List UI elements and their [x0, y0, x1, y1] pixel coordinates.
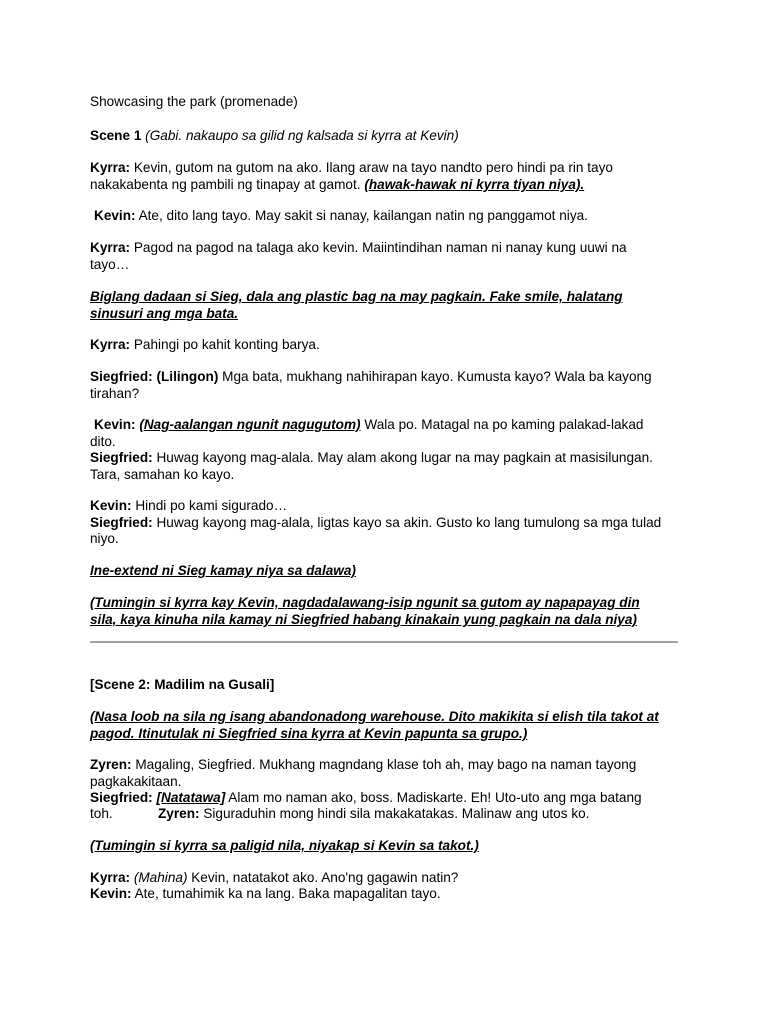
- scene-1-setting: (Gabi. nakaupo sa gilid ng kalsada si kyrra at Kevin): [145, 128, 459, 143]
- stage-direction: (Mahina): [133, 870, 188, 885]
- dialogue-text: Siguraduhin mong hindi sila makakatakas. Malinaw ang utos ko.: [199, 806, 590, 821]
- scene-2-direction-1: [90, 709, 690, 726]
- dialogue-siegfried-4-cont: [90, 806, 690, 823]
- dialogue-text: Tara, samahan ko kayo.: [90, 467, 235, 482]
- speaker: Kyrra:: [90, 240, 131, 255]
- speaker: Siegfried:: [90, 450, 153, 465]
- dialogue-text: Kevin, natatakot ako. Ano'ng gagawin natin?: [187, 870, 459, 885]
- stage-direction: (Nag-aalangan ngunit nagugutom): [139, 417, 361, 432]
- document-title: [90, 94, 690, 111]
- stage-direction: (hawak-hawak ni kyrra tiyan niya).: [364, 177, 585, 192]
- stage-direction: pagod. Itinutulak ni Siegfried sina kyrra at Kevin papunta sa grupo.): [90, 726, 528, 741]
- dialogue-text: toh.: [90, 806, 158, 821]
- dialogue-text: niyo.: [90, 531, 119, 546]
- dialogue-siegfried-1: [90, 369, 690, 386]
- stage-direction-3-cont: [90, 612, 690, 629]
- dialogue-kevin-3: [90, 498, 690, 515]
- dialogue-text: Hindi po kami sigurado…: [131, 498, 288, 513]
- dialogue-siegfried-3: [90, 515, 690, 532]
- speaker: Kyrra:: [90, 160, 131, 175]
- stage-direction: Biglang dadaan si Sieg, dala ang plastic bag na may pagkain. Fake smile, halatang: [90, 289, 623, 304]
- speaker: Kevin:: [90, 498, 132, 513]
- stage-direction-1-cont: [90, 306, 690, 323]
- dialogue-text: Mga bata, mukhang nahihirapan kayo. Kumusta kayo? Wala ba kayong: [218, 369, 652, 384]
- dialogue-zyren-1: [90, 757, 690, 774]
- scene-1-heading: [90, 128, 690, 145]
- dialogue-text: Huwag kayong mag-alala. May alam akong lugar na may pagkain at masisilungan.: [152, 450, 653, 465]
- dialogue-kyrra-1-cont: [90, 177, 690, 194]
- speaker: Siegfried: (Lilingon): [90, 369, 219, 384]
- stage-direction: Ine-extend ni Sieg kamay niya sa dalawa): [90, 563, 356, 578]
- speaker: Zyren:: [158, 806, 200, 821]
- dialogue-text: tayo…: [90, 257, 130, 272]
- dialogue-text: nakakabenta ng pambili ng tinapay at gamot.: [90, 177, 365, 192]
- dialogue-kevin-4: [90, 886, 690, 903]
- dialogue-text: Alam mo naman ako, boss. Madiskarte. Eh! Uto-uto ang mga batang: [225, 790, 642, 805]
- stage-direction: (Tumingin si kyrra kay Kevin, nagdadalawang-isip ngunit sa gutom ay napapayag din: [90, 595, 640, 610]
- stage-direction: [Natatawa]: [156, 790, 226, 805]
- scene-2-label: [Scene 2: Madilim na Gusali]: [90, 677, 275, 692]
- dialogue-siegfried-2-cont: [90, 467, 690, 484]
- dialogue-siegfried-4: [90, 790, 690, 807]
- dialogue-text: Wala po. Matagal na po kaming palakad-lakad: [360, 417, 644, 432]
- stage-direction: (Nasa loob na sila ng isang abandonadong warehouse. Dito makikita si elish tila takot at: [90, 709, 659, 724]
- dialogue-kyrra-4: [90, 870, 690, 887]
- stage-direction: (Tumingin si kyrra sa paligid nila, niyakap si Kevin sa takot.): [90, 838, 479, 853]
- scene-2-heading: [90, 677, 690, 694]
- dialogue-siegfried-1-cont: [90, 386, 690, 403]
- dialogue-siegfried-2: [90, 450, 690, 467]
- stage-direction: sinusuri ang mga bata.: [90, 306, 239, 321]
- dialogue-kyrra-1: [90, 160, 690, 177]
- speaker: Kevin:: [94, 208, 136, 223]
- dialogue-kevin-2: [94, 417, 694, 434]
- dialogue-kyrra-2-cont: [90, 257, 690, 274]
- speaker: Kyrra:: [90, 870, 131, 885]
- speaker: Siegfried:: [90, 790, 153, 805]
- speaker: Zyren:: [90, 757, 132, 772]
- speaker: Siegfried:: [90, 515, 153, 530]
- stage-direction-3: [90, 595, 690, 612]
- dialogue-kevin-1: [94, 208, 694, 225]
- dialogue-zyren-1-cont: [90, 774, 690, 791]
- dialogue-text: pagkakakitaan.: [90, 774, 182, 789]
- dialogue-siegfried-3-cont: [90, 531, 690, 548]
- dialogue-kevin-2-cont: [90, 434, 690, 451]
- section-divider: [90, 641, 678, 643]
- stage-direction: sila, kaya kinuha nila kamay ni Siegfried habang kinakain yung pagkain na dala niya): [90, 612, 637, 627]
- dialogue-text: Magaling, Siegfried. Mukhang magndang klase toh ah, may bago na naman tayong: [131, 757, 637, 772]
- speaker: Kevin:: [94, 417, 136, 432]
- scene-2-direction-2: [90, 838, 690, 855]
- stage-direction-1: [90, 289, 690, 306]
- speaker: Kevin:: [90, 886, 132, 901]
- dialogue-kyrra-3: [90, 337, 690, 354]
- dialogue-text: dito.: [90, 434, 116, 449]
- stage-direction-2: [90, 563, 690, 580]
- dialogue-text: Huwag kayong mag-alala, ligtas kayo sa akin. Gusto ko lang tumulong sa mga tulad: [152, 515, 662, 530]
- dialogue-kyrra-2: [90, 240, 690, 257]
- title-text: Showcasing the park (promenade): [90, 94, 298, 109]
- dialogue-text: Ate, dito lang tayo. May sakit si nanay, kailangan natin ng panggamot niya.: [135, 208, 588, 223]
- dialogue-text: Ate, tumahimik ka na lang. Baka mapagalitan tayo.: [131, 886, 441, 901]
- dialogue-text: tirahan?: [90, 386, 140, 401]
- dialogue-text: Kevin, gutom na gutom na ako. Ilang araw na tayo nandto pero hindi pa rin tayo: [130, 160, 613, 175]
- scene-1-label: Scene 1: [90, 128, 142, 143]
- speaker: Kyrra:: [90, 337, 131, 352]
- dialogue-text: Pahingi po kahit konting barya.: [130, 337, 320, 352]
- scene-2-direction-1-cont: [90, 726, 690, 743]
- dialogue-text: Pagod na pagod na talaga ako kevin. Maiintindihan naman ni nanay kung uuwi na: [130, 240, 627, 255]
